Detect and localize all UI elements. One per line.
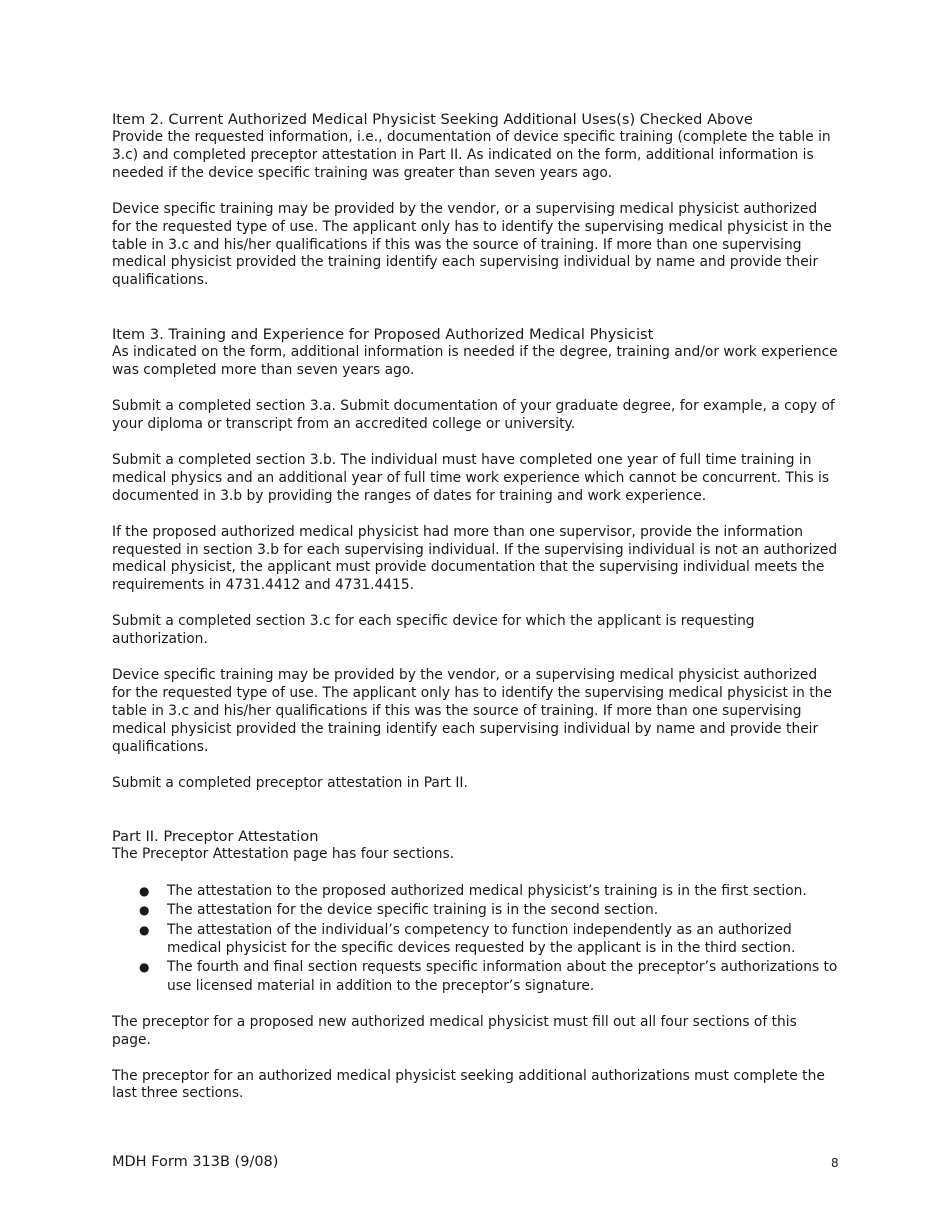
item3-paragraph: Submit a completed section 3.c for each specific device for which the applicant is requesting authorization. [112,613,755,648]
list-item-text: The attestation of the individual’s competency to function independently as an authorized medical physicist for the specific devices requested by the applicant is in the third section. [167,921,796,957]
item3-paragraph: If the proposed authorized medical physicist had more than one supervisor, provide the information requested in section 3.b for each supervising individual. If the supervising individual is not an authorized medical physicist, the applicant must provide documentation that the supervising individual meets the requirements in 4731.4412 and 4731.4415. [112,523,838,594]
item3-paragraph: Submit a completed section 3.b. The individual must have completed one year of full time training in medical physics and an additional year of full time work experience which cannot be concurrent. This is documented in 3.b by providing the ranges of dates for training and work experience. [112,451,830,504]
bullet-icon: ● [139,922,150,937]
page-number: 8 [831,1156,839,1170]
part2-closing-paragraph: The preceptor for an authorized medical physicist seeking additional authorizations must complete the last three sections. [112,1067,825,1102]
part2-bullet-list [112,882,838,995]
list-item [112,901,838,920]
form-id-footer: MDH Form 313B (9/08) [112,1154,279,1170]
item3-paragraph: Submit a completed section 3.a. Submit documentation of your graduate degree, for example, a copy of your diploma or transcript from an accredited college or university. [112,398,835,432]
item2-paragraph: Device specific training may be provided by the vendor, or a supervising medical physicist authorized for the requested type of use. The applicant only has to identify the supervising medical physicist in the table in 3.c and his/her qualifications if this was the source of training. If more than one supervising medical physicist provided the training identify each supervising individual by name and provide their qualifications. [112,200,832,289]
item2-paragraph: Provide the requested information, i.e., documentation of device specific training (complete the table in 3.c) and completed preceptor attestation in Part II. As indicated on the form, additional information is needed if the device specific training was greater than seven years ago. [112,129,831,181]
item3-paragraph: Device specific training may be provided by the vendor, or a supervising medical physicist authorized for the requested type of use. The applicant only has to identify the supervising medical physicist in the table in 3.c and his/her qualifications if this was the source of training. If more than one supervising medical physicist provided the training identify each supervising individual by name and provide their qualifications. [112,667,832,755]
item3-paragraph: As indicated on the form, additional information is needed if the degree, training and/or work experience was completed more than seven years ago. [112,344,838,379]
document-body [112,111,838,1103]
list-item-text: The attestation for the device specific training is in the second section. [167,902,659,919]
item3-paragraph: Submit a completed preceptor attestation in Part II. [112,774,468,791]
list-item-text: The fourth and final section requests specific information about the preceptor’s authorizations to use licensed material in addition to the preceptor’s signature. [167,959,838,994]
list-item-text: The attestation to the proposed authorized medical physicist’s training is in the first section. [167,883,807,900]
part2-heading: Part II. Preceptor Attestation [112,828,319,846]
list-item [112,921,838,958]
item2-heading: Item 2. Current Authorized Medical Physicist Seeking Additional Uses(s) Checked Above [112,111,753,128]
list-item [112,882,838,901]
item3-heading: Item 3. Training and Experience for Proposed Authorized Medical Physicist [112,326,654,344]
part2-closing-paragraph: The preceptor for a proposed new authorized medical physicist must fill out all four sections of this page. [112,1013,797,1048]
bullet-icon: ● [139,960,150,975]
part2-intro: The Preceptor Attestation page has four sections. [112,846,455,863]
list-item [112,958,838,995]
bullet-icon: ● [139,903,150,918]
bullet-icon: ● [139,884,150,899]
